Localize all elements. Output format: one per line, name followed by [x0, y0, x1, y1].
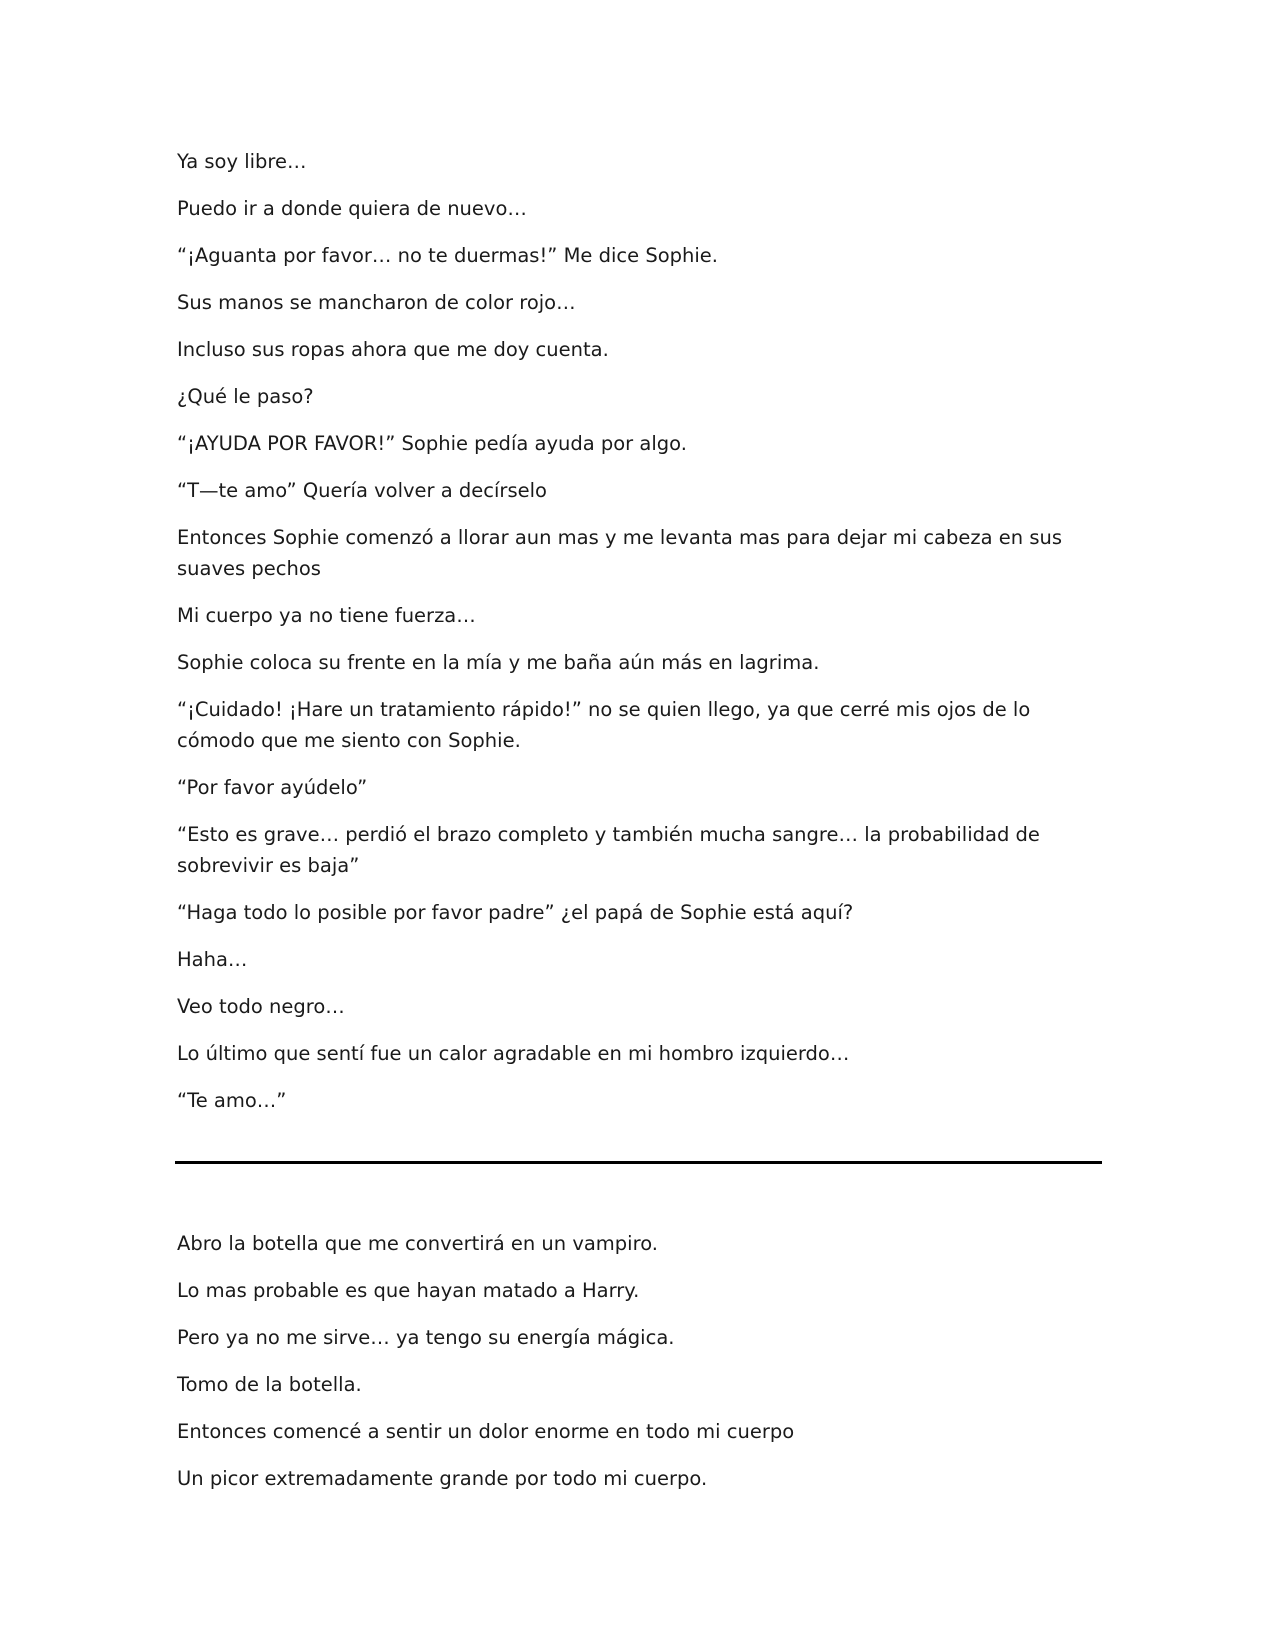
- paragraph: Abro la botella que me convertirá en un vampiro.: [177, 1232, 658, 1255]
- paragraph: Veo todo negro…: [177, 995, 345, 1018]
- paragraph: Tomo de la botella.: [177, 1373, 362, 1396]
- paragraph: Ya soy libre…: [177, 150, 307, 173]
- paragraph: Pero ya no me sirve… ya tengo su energía mágica.: [177, 1326, 675, 1349]
- paragraph: Sus manos se mancharon de color rojo…: [177, 291, 576, 314]
- section-divider: [175, 1161, 1102, 1164]
- paragraph: Entonces comencé a sentir un dolor enorme en todo mi cuerpo: [177, 1420, 795, 1443]
- paragraph: “¡AYUDA POR FAVOR!” Sophie pedía ayuda por algo.: [177, 432, 687, 455]
- paragraph: Sophie coloca su frente en la mía y me baña aún más en lagrima.: [177, 651, 820, 674]
- paragraph: “¡Aguanta por favor… no te duermas!” Me dice Sophie.: [177, 244, 718, 267]
- paragraph: Lo último que sentí fue un calor agradable en mi hombro izquierdo…: [177, 1042, 850, 1065]
- paragraph: “Por favor ayúdelo”: [177, 776, 368, 799]
- paragraph: “Te amo…”: [177, 1089, 287, 1112]
- paragraph: Un picor extremadamente grande por todo mi cuerpo.: [177, 1467, 708, 1490]
- paragraph: Incluso sus ropas ahora que me doy cuenta.: [177, 338, 609, 361]
- text-section-2: [177, 1228, 1107, 1510]
- paragraph: “Haga todo lo posible por favor padre” ¿el papá de Sophie está aquí?: [177, 901, 854, 924]
- paragraph: Entonces Sophie comenzó a llorar aun mas y me levanta mas para dejar mi cabeza en sus suaves pechos: [177, 526, 1062, 580]
- paragraph: Lo mas probable es que hayan matado a Harry.: [177, 1279, 640, 1302]
- paragraph: Mi cuerpo ya no tiene fuerza…: [177, 604, 476, 627]
- paragraph: Puedo ir a donde quiera de nuevo…: [177, 197, 527, 220]
- paragraph: ¿Qué le paso?: [177, 385, 314, 408]
- paragraph: “¡Cuidado! ¡Hare un tratamiento rápido!” no se quien llego, ya que cerré mis ojos de lo cómodo que me siento con Sophie.: [177, 698, 1031, 752]
- paragraph: “Esto es grave… perdió el brazo completo y también mucha sangre… la probabilidad de sobrevivir es baja”: [177, 823, 1040, 877]
- text-section-1: [177, 146, 1107, 1132]
- paragraph: “T—te amo” Quería volver a decírselo: [177, 479, 547, 502]
- paragraph: Haha…: [177, 948, 248, 971]
